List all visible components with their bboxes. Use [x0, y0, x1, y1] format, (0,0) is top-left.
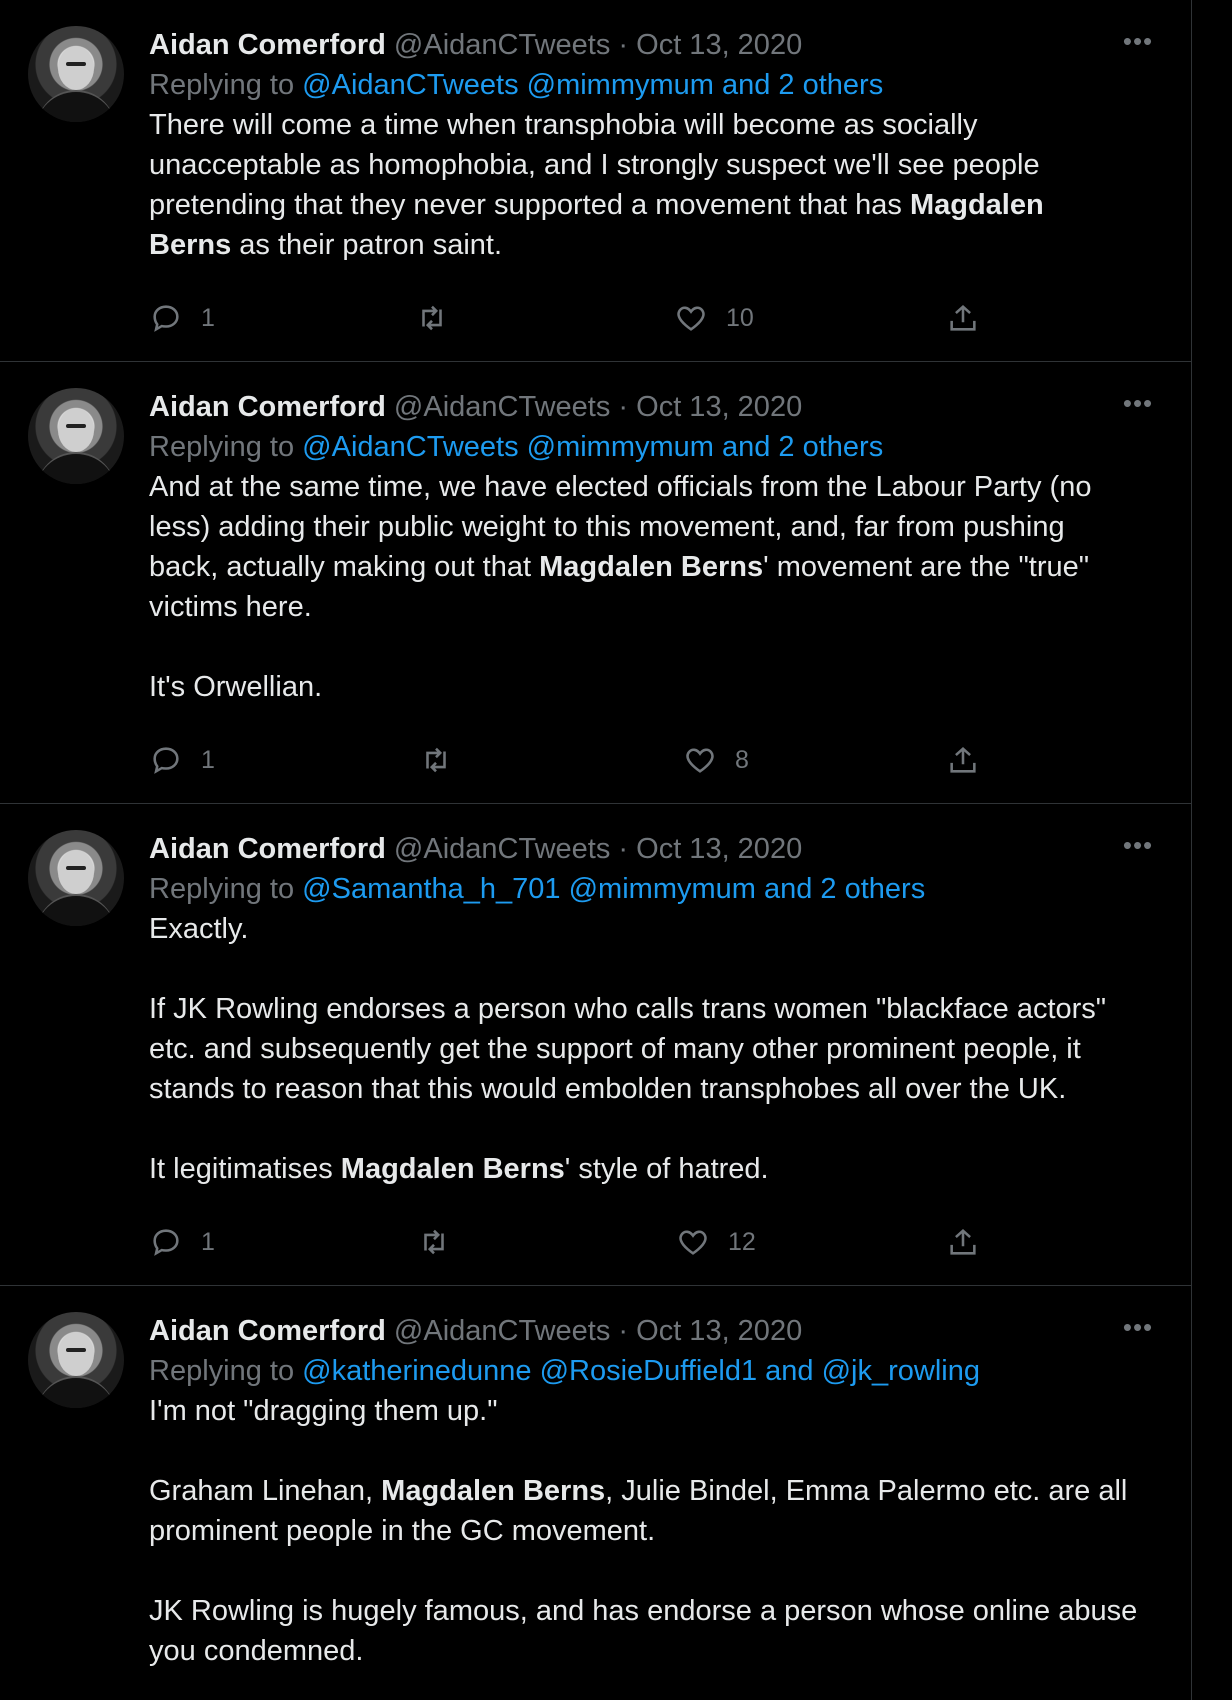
tweet[interactable]: [0, 804, 1192, 1286]
text-segment: I'm not "dragging them up." Graham Linehan,: [149, 1395, 498, 1507]
highlighted-text: Magdalen Berns: [340, 1153, 565, 1185]
avatar[interactable]: [28, 388, 124, 484]
text-segment: There will come a time when transphobia will become as socially unacceptable as homophobia, and I strongly suspect we'll see people pretending that they never supported a movement that has: [149, 109, 1040, 221]
separator: ·: [618, 391, 629, 423]
like-count: 8: [735, 745, 749, 774]
retweet-icon: [415, 301, 449, 335]
separator: ·: [618, 1315, 629, 1347]
replying-label: Replying to: [149, 1355, 295, 1387]
highlighted-text: Magdalen Berns: [381, 1475, 606, 1507]
replying-to-links[interactable]: @Samantha_h_701 @mimmymum and 2 others: [302, 873, 926, 905]
more-options-icon[interactable]: •••: [1122, 26, 1154, 56]
share-icon: [946, 1225, 980, 1259]
retweet-button[interactable]: [417, 1222, 451, 1262]
tweet-actions: [149, 1222, 1019, 1262]
heart-icon: [674, 301, 708, 335]
reply-count: 1: [201, 745, 215, 774]
reply-button[interactable]: [149, 298, 215, 338]
replying-to: [149, 427, 1152, 467]
more-options-icon[interactable]: •••: [1122, 1312, 1154, 1342]
tweet[interactable]: [0, 1286, 1192, 1700]
replying-to: [149, 1351, 1152, 1391]
tweet-actions: [149, 740, 1019, 780]
separator: ·: [618, 833, 629, 865]
tweet-date[interactable]: Oct 13, 2020: [636, 1315, 803, 1347]
reply-button[interactable]: [149, 1222, 215, 1262]
tweet[interactable]: [0, 0, 1192, 362]
avatar[interactable]: [28, 1312, 124, 1408]
reply-icon: [149, 301, 183, 335]
author-handle[interactable]: @AidanCTweets: [393, 1315, 611, 1347]
retweet-button[interactable]: [419, 740, 453, 780]
text-segment: Exactly. If JK Rowling endorses a person who calls trans women "blackface actors" etc. and subsequently get the support of many other prominent people, it stands to reason that this would embolden transphobes all over the UK. It legitimatises: [149, 913, 1107, 1185]
replying-label: Replying to: [149, 873, 295, 905]
tweet-text: [149, 909, 1152, 1189]
tweet-header: [149, 387, 1152, 427]
reply-button[interactable]: [149, 740, 215, 780]
reply-count: 1: [201, 303, 215, 332]
tweet-date[interactable]: Oct 13, 2020: [636, 29, 803, 61]
tweet-date[interactable]: Oct 13, 2020: [636, 833, 803, 865]
heart-icon: [676, 1225, 710, 1259]
replying-label: Replying to: [149, 431, 295, 463]
tweet-text: [149, 467, 1152, 707]
replying-to-links[interactable]: @katherinedunne @RosieDuffield1 and @jk_rowling: [302, 1355, 980, 1387]
like-button[interactable]: [683, 740, 749, 780]
heart-icon: [683, 743, 717, 777]
author-handle[interactable]: @AidanCTweets: [393, 29, 611, 61]
share-button[interactable]: [946, 740, 980, 780]
tweet-header: [149, 829, 1152, 869]
author-name[interactable]: Aidan Comerford: [149, 29, 386, 61]
reply-icon: [149, 1225, 183, 1259]
like-button[interactable]: [676, 1222, 756, 1262]
reply-icon: [149, 743, 183, 777]
share-button[interactable]: [946, 298, 980, 338]
like-count: 10: [726, 303, 754, 332]
share-icon: [946, 301, 980, 335]
retweet-icon: [417, 1225, 451, 1259]
tweet-header: [149, 1311, 1152, 1351]
replying-to: [149, 65, 1152, 105]
highlighted-text: Magdalen Berns: [149, 189, 1044, 261]
tweet-date[interactable]: Oct 13, 2020: [636, 391, 803, 423]
author-handle[interactable]: @AidanCTweets: [393, 833, 611, 865]
more-options-icon[interactable]: •••: [1122, 388, 1154, 418]
retweet-button[interactable]: [415, 298, 449, 338]
tweet-text: [149, 105, 1152, 265]
replying-label: Replying to: [149, 69, 295, 101]
replying-to-links[interactable]: @AidanCTweets @mimmymum and 2 others: [302, 69, 884, 101]
reply-count: 1: [201, 1227, 215, 1256]
share-button[interactable]: [946, 1222, 980, 1262]
more-options-icon[interactable]: •••: [1122, 830, 1154, 860]
text-segment: ' style of hatred.: [564, 1153, 769, 1185]
avatar[interactable]: [28, 830, 124, 926]
avatar[interactable]: [28, 26, 124, 122]
author-handle[interactable]: @AidanCTweets: [393, 391, 611, 423]
tweet-actions: [149, 298, 1019, 338]
text-segment: And at the same time, we have elected officials from the Labour Party (no less) adding their public weight to this movement, and, far from pushing back, actually making out that: [149, 471, 1092, 583]
like-count: 12: [728, 1227, 756, 1256]
text-segment: ' movement are the "true" victims here. It's Orwellian.: [149, 551, 1090, 703]
author-name[interactable]: Aidan Comerford: [149, 391, 386, 423]
like-button[interactable]: [674, 298, 754, 338]
share-icon: [946, 743, 980, 777]
tweet-header: [149, 25, 1152, 65]
text-segment: , Julie Bindel, Emma Palermo etc. are all prominent people in the GC movement. JK Rowling is hugely famous, and has endorse a person whose online abuse you condemned.: [149, 1475, 1138, 1667]
retweet-icon: [419, 743, 453, 777]
replying-to-links[interactable]: @AidanCTweets @mimmymum and 2 others: [302, 431, 884, 463]
author-name[interactable]: Aidan Comerford: [149, 1315, 386, 1347]
text-segment: as their patron saint.: [231, 229, 503, 261]
tweet[interactable]: [0, 362, 1192, 804]
separator: ·: [618, 29, 629, 61]
tweet-text: [149, 1391, 1152, 1671]
replying-to: [149, 869, 1152, 909]
highlighted-text: Magdalen Berns: [539, 551, 764, 583]
author-name[interactable]: Aidan Comerford: [149, 833, 386, 865]
